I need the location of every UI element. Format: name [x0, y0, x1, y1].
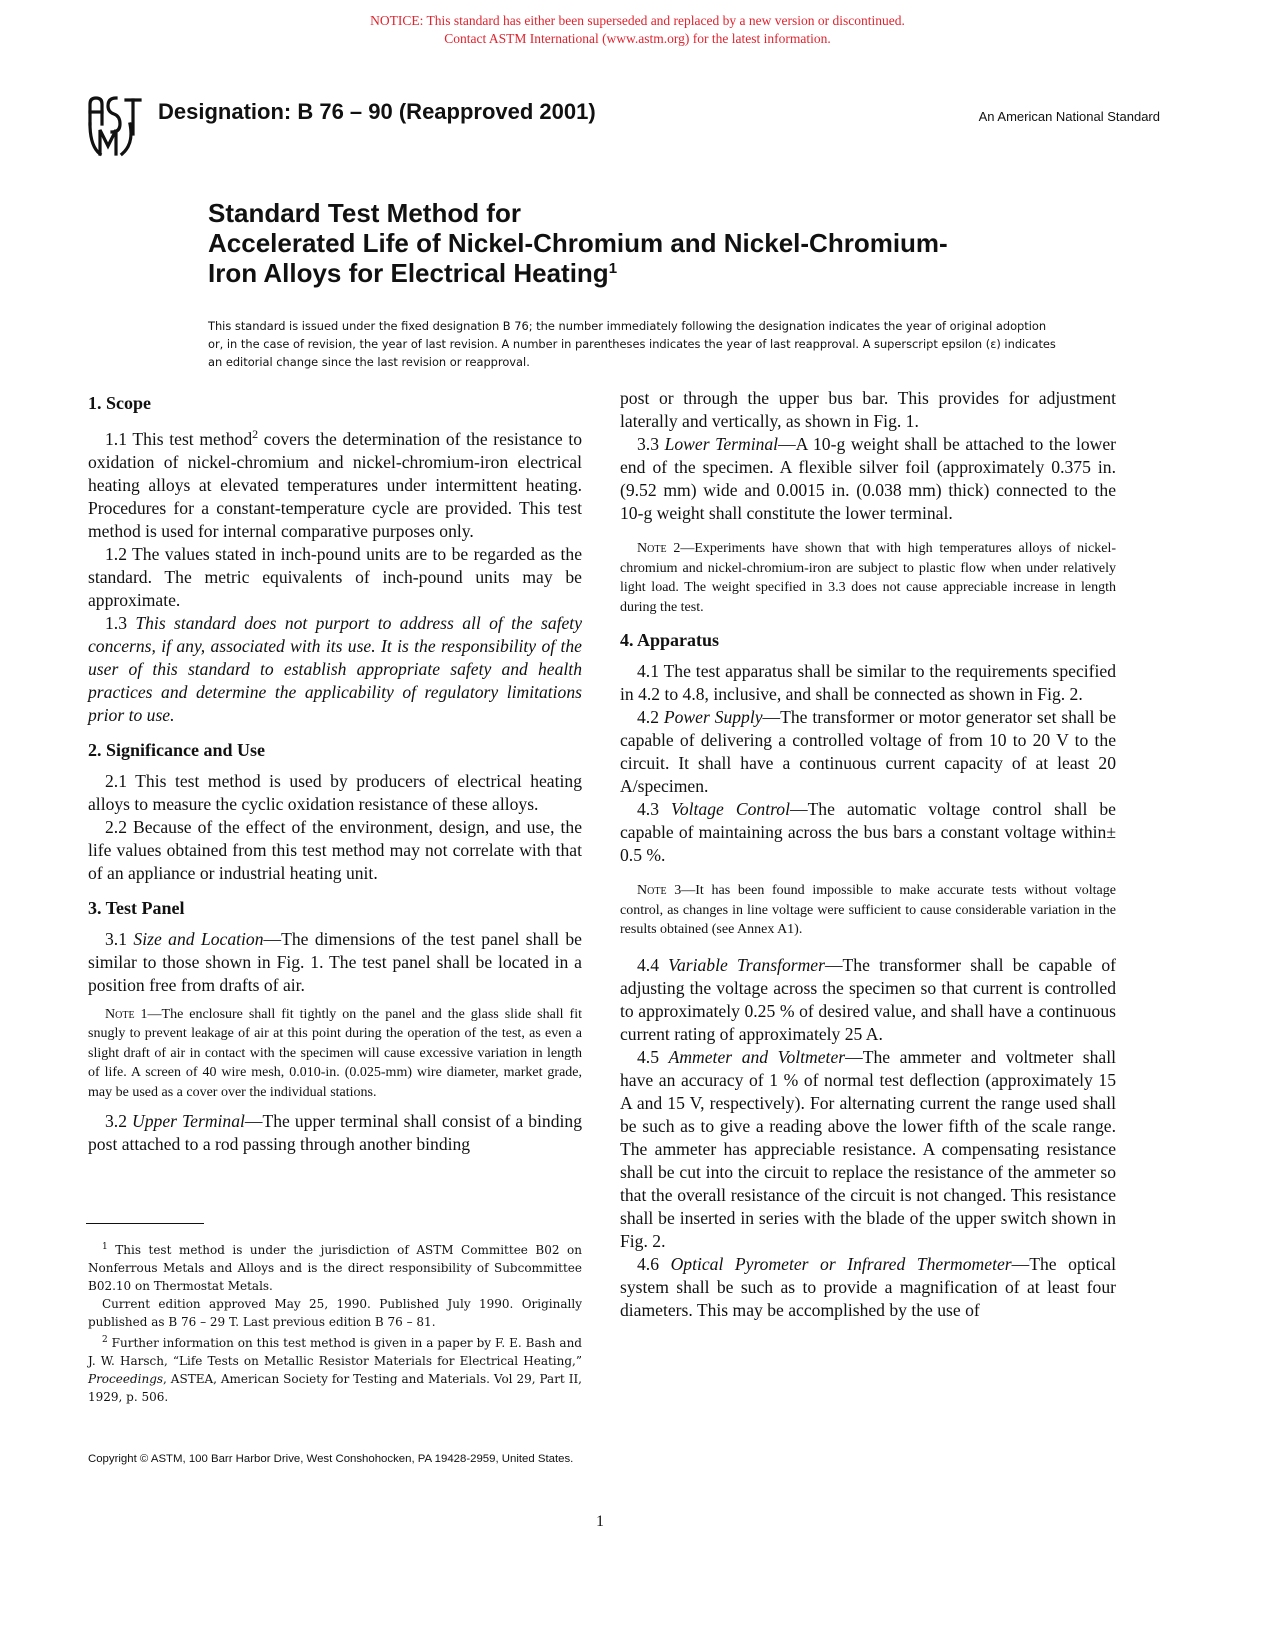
title-line-1: Standard Test Method for [208, 198, 521, 228]
section-heading-apparatus: 4. Apparatus [620, 630, 720, 650]
national-standard-label: An American National Standard [978, 109, 1160, 124]
footnote-1: $^1$ This test method is under the jurisdiction of ASTM Committee B02 on Nonferrous Metals and Alloys and is the direct responsibility of Subcommittee B02.10 on Thermostat Metals. [88, 1242, 582, 1293]
para-4-3: 4.3 Voltage Control—The automatic voltage control shall be capable of maintaining across the bus bars a constant voltage within± 0.5 %. [620, 799, 1116, 865]
footnote-rule [86, 1223, 204, 1224]
para-1-3: 1.3 This standard does not purport to address all of the safety concerns, if any, associated with its use. It is the responsibility of the user of this standard to establish appropriate safety and health practices and determine the applicability of regulatory limitations prior to use. [88, 612, 583, 725]
left-column [88, 392, 582, 1156]
para-4-6: 4.6 Optical Pyrometer or Infrared Thermometer—The optical system shall be such as to provide a magnification of at least four diameters. This may be accomplished by the use of [620, 1253, 1116, 1320]
para-4-5: 4.5 Ammeter and Voltmeter—The ammeter and voltmeter shall have an accuracy of 1 % of normal test deflection (approximately 15 A and 15 V, respectively). For alternating current the range used shall be such as to give a reading above the lower fifth of the scale range. The ammeter has appreciable resistance. A compensating resistance shall be cut into the circuit to replace the resistance of the ammeter so that the overall resistance of the circuit is not changed. This resistance shall be inserted in series with the blade of the upper switch shown in Fig. 2. [620, 1046, 1117, 1251]
title-line-2: Accelerated Life of Nickel-Chromium and Nickel-Chromium- [208, 228, 948, 258]
para-3-1: 3.1 Size and Location—The dimensions of the test panel shall be similar to those shown in Fig. 1. The test panel shall be located in a position free from drafts of air. [88, 928, 582, 995]
notice-line-2: Contact ASTM International (www.astm.org) for the latest information. [444, 31, 831, 46]
designation: Designation: B 76 – 90 (Reapproved 2001) [158, 99, 596, 124]
para-3-2-continued: post or through the upper bus bar. This provides for adjustment laterally and vertically, as shown in Fig. 1. [620, 388, 1116, 431]
supersede-notice [0, 12, 1275, 48]
para-3-2: 3.2 Upper Terminal—The upper terminal shall consist of a binding post attached to a rod passing through another binding [88, 1111, 583, 1155]
footnotes [88, 1238, 582, 1406]
section-heading-scope: 1. Scope [88, 393, 151, 413]
page-number: 1 [596, 1513, 604, 1530]
para-2-2: 2.2 Because of the effect of the environment, design, and use, the life values obtained from this test method may not correlate with that of an appliance or industrial heating unit. [88, 816, 582, 883]
title-footnote-mark: 1 [608, 260, 618, 277]
issue-statement: This standard is issued under the fixed designation B 76; the number immediately following the designation indicates the year of original adoption or, in the case of revision, the year of last revision. A number in parentheses indicates the year of last reapproval. A superscript epsilon (ε) indicates an editorial change since the last revision or reapproval. [208, 319, 1056, 369]
section-heading-test-panel: 3. Test Panel [88, 897, 185, 918]
para-1-2: 1.2 The values stated in inch-pound units are to be regarded as the standard. The metric equivalents of inch-pound units may be approximate. [88, 543, 582, 610]
right-column [620, 387, 1116, 1322]
title-line-3: Iron Alloys for Electrical Heating$^1$ [208, 258, 618, 288]
note-2: Note 2—Experiments have shown that with high temperatures alloys of nickel-chromium and nickel-chromium-iron are subject to plastic flow when under relatively light load. The weight specified in 3.3 does not cause appreciable increase in length during the test. [620, 541, 1116, 615]
para-4-2: 4.2 Power Supply—The transformer or motor generator set shall be capable of delivering a controlled voltage of from 10 to 20 V to the circuit. It shall have a continuous current capacity of at least 20 A/specimen. [620, 707, 1117, 796]
astm-logo [86, 94, 144, 158]
copyright: Copyright © ASTM, 100 Barr Harbor Drive, West Conshohocken, PA 19428-2959, United States. [88, 1453, 574, 1465]
document-title [208, 198, 1108, 288]
footnote-2: $^2$ Further information on this test method is given in a paper by F. E. Bash and J. W. Harsch, “Life Tests on Metallic Resistor Materials for Electrical Heating,” Proceedings, ASTEA, American Society for Testing and Materials. Vol 29, Part II, 1929, p. 506. [88, 1335, 582, 1404]
section-heading-significance: 2. Significance and Use [88, 739, 266, 760]
footnote-1-edition: Current edition approved May 25, 1990. Published July 1990. Originally published as B 76 – 29 T. Last previous edition B 76 – 81. [88, 1297, 582, 1329]
para-4-1: 4.1 The test apparatus shall be similar to the requirements specified in 4.2 to 4.8, inclusive, and shall be connected as shown in Fig. 2. [620, 661, 1116, 704]
para-2-1: 2.1 This test method is used by producers of electrical heating alloys to measure the cyclic oxidation resistance of these alloys. [88, 770, 582, 814]
para-1-1: 1.1 This test method$^2$ covers the determination of the resistance to oxidation of nickel-chromium and nickel-chromium-iron electrical heating alloys at elevated temperatures under intermittent heating. Procedures for a constant-temperature cycle are provided. This test method is used for internal comparative purposes only. [88, 427, 583, 541]
para-4-4: 4.4 Variable Transformer—The transformer shall be capable of adjusting the voltage across the specimen so that current is controlled to approximately 0.25 % of desired value, and shall have a continuous current rating of approximately 25 A. [620, 954, 1117, 1044]
notice-line-1: NOTICE: This standard has either been superseded and replaced by a new version or discontinued. [370, 13, 905, 28]
note-1: Note 1—The enclosure shall fit tightly on the panel and the glass slide shall fit snugly to prevent leakage of air at this point during the operation of the test, as even a slight draft of air in contact with the specimen will cause excessive variation in length of life. A screen of 40 wire mesh, 0.010-in. (0.025-mm) wire diameter, market grade, may be used as a cover over the individual stations. [88, 1006, 582, 1100]
note-3: Note 3—It has been found impossible to make accurate tests without voltage control, as changes in line voltage were sufficient to cause considerable variation in the results obtained (see Annex A1). [620, 883, 1116, 937]
para-3-3: 3.3 Lower Terminal—A 10-g weight shall be attached to the lower end of the specimen. A flexible silver foil (approximately 0.375 in. (9.52 mm) wide and 0.0015 in. (0.038 mm) thick) connected to the 10-g weight shall constitute the lower terminal. [620, 434, 1117, 523]
